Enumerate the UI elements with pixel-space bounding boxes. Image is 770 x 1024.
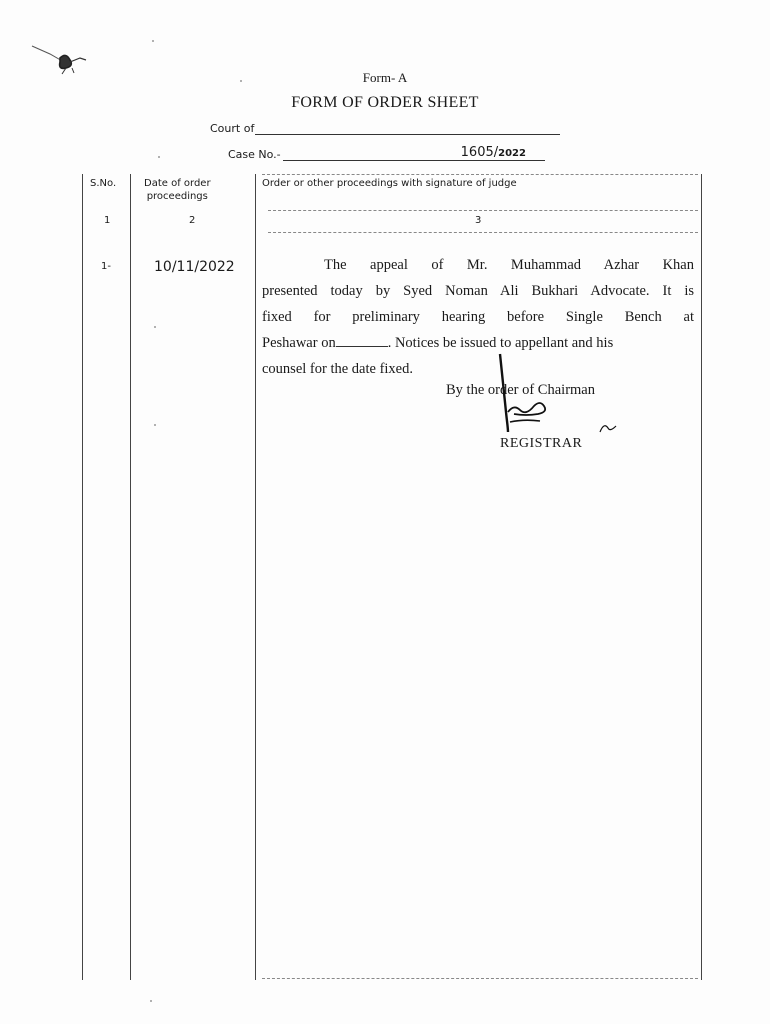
column-header-date-line1: Date of order (144, 178, 211, 189)
order-line-4b: . Notices be issued to appellant and his (387, 335, 614, 351)
court-blank-line (255, 122, 560, 135)
order-line-4 (262, 330, 694, 356)
form-label: Form- A (362, 70, 408, 85)
table-right-border (701, 174, 702, 980)
by-order-line: By the order of Chairman (446, 382, 595, 398)
column-header-sno: S.No. (90, 178, 117, 189)
order-line-2: presented today by Syed Noman Ali Bukhari Advocate. It is (262, 283, 694, 299)
hearing-date-blank (336, 335, 388, 347)
order-line-4a: Peshawar on (262, 335, 336, 351)
scan-speck (158, 156, 160, 158)
header-bottom-rule (268, 232, 698, 233)
case-year: 2022 (498, 148, 526, 159)
order-line-1: The appeal of Mr. Muhammad Azhar Khan (324, 257, 694, 273)
case-number-value (461, 145, 526, 160)
order-line-3: fixed for preliminary hearing before Single Bench at (262, 309, 694, 325)
header-divider-rule (268, 210, 698, 211)
column-number-2: 2 (189, 215, 196, 226)
column-header-date (144, 177, 211, 203)
scan-speck (150, 1000, 152, 1002)
order-line-5: counsel for the date fixed. (262, 361, 413, 377)
court-field (210, 122, 560, 135)
column-divider-2 (255, 174, 256, 980)
column-number-3: 3 (475, 215, 482, 226)
case-number: 1605/ (460, 145, 499, 160)
column-number-1: 1 (104, 215, 111, 226)
scan-speck (240, 80, 242, 82)
row-order-date: 10/11/2022 (154, 259, 235, 275)
table-left-border (82, 174, 83, 980)
row-serial-number: 1- (101, 261, 111, 272)
column-divider-1 (130, 174, 131, 980)
case-blank-line (283, 146, 545, 161)
table-bottom-rule (262, 978, 698, 979)
scan-speck (152, 40, 154, 42)
scan-speck (154, 424, 156, 426)
case-label: Case No.- (228, 148, 281, 161)
column-header-date-line2: proceedings (146, 191, 208, 202)
case-number-field (228, 146, 545, 161)
registrar-title: REGISTRAR (500, 436, 583, 451)
order-proceedings-text (262, 252, 694, 382)
court-label: Court of (210, 122, 255, 135)
scan-speck (154, 326, 156, 328)
column-header-order: Order or other proceedings with signature of judge (262, 178, 517, 189)
header-top-rule (262, 174, 698, 175)
page-title: FORM OF ORDER SHEET (291, 94, 479, 111)
